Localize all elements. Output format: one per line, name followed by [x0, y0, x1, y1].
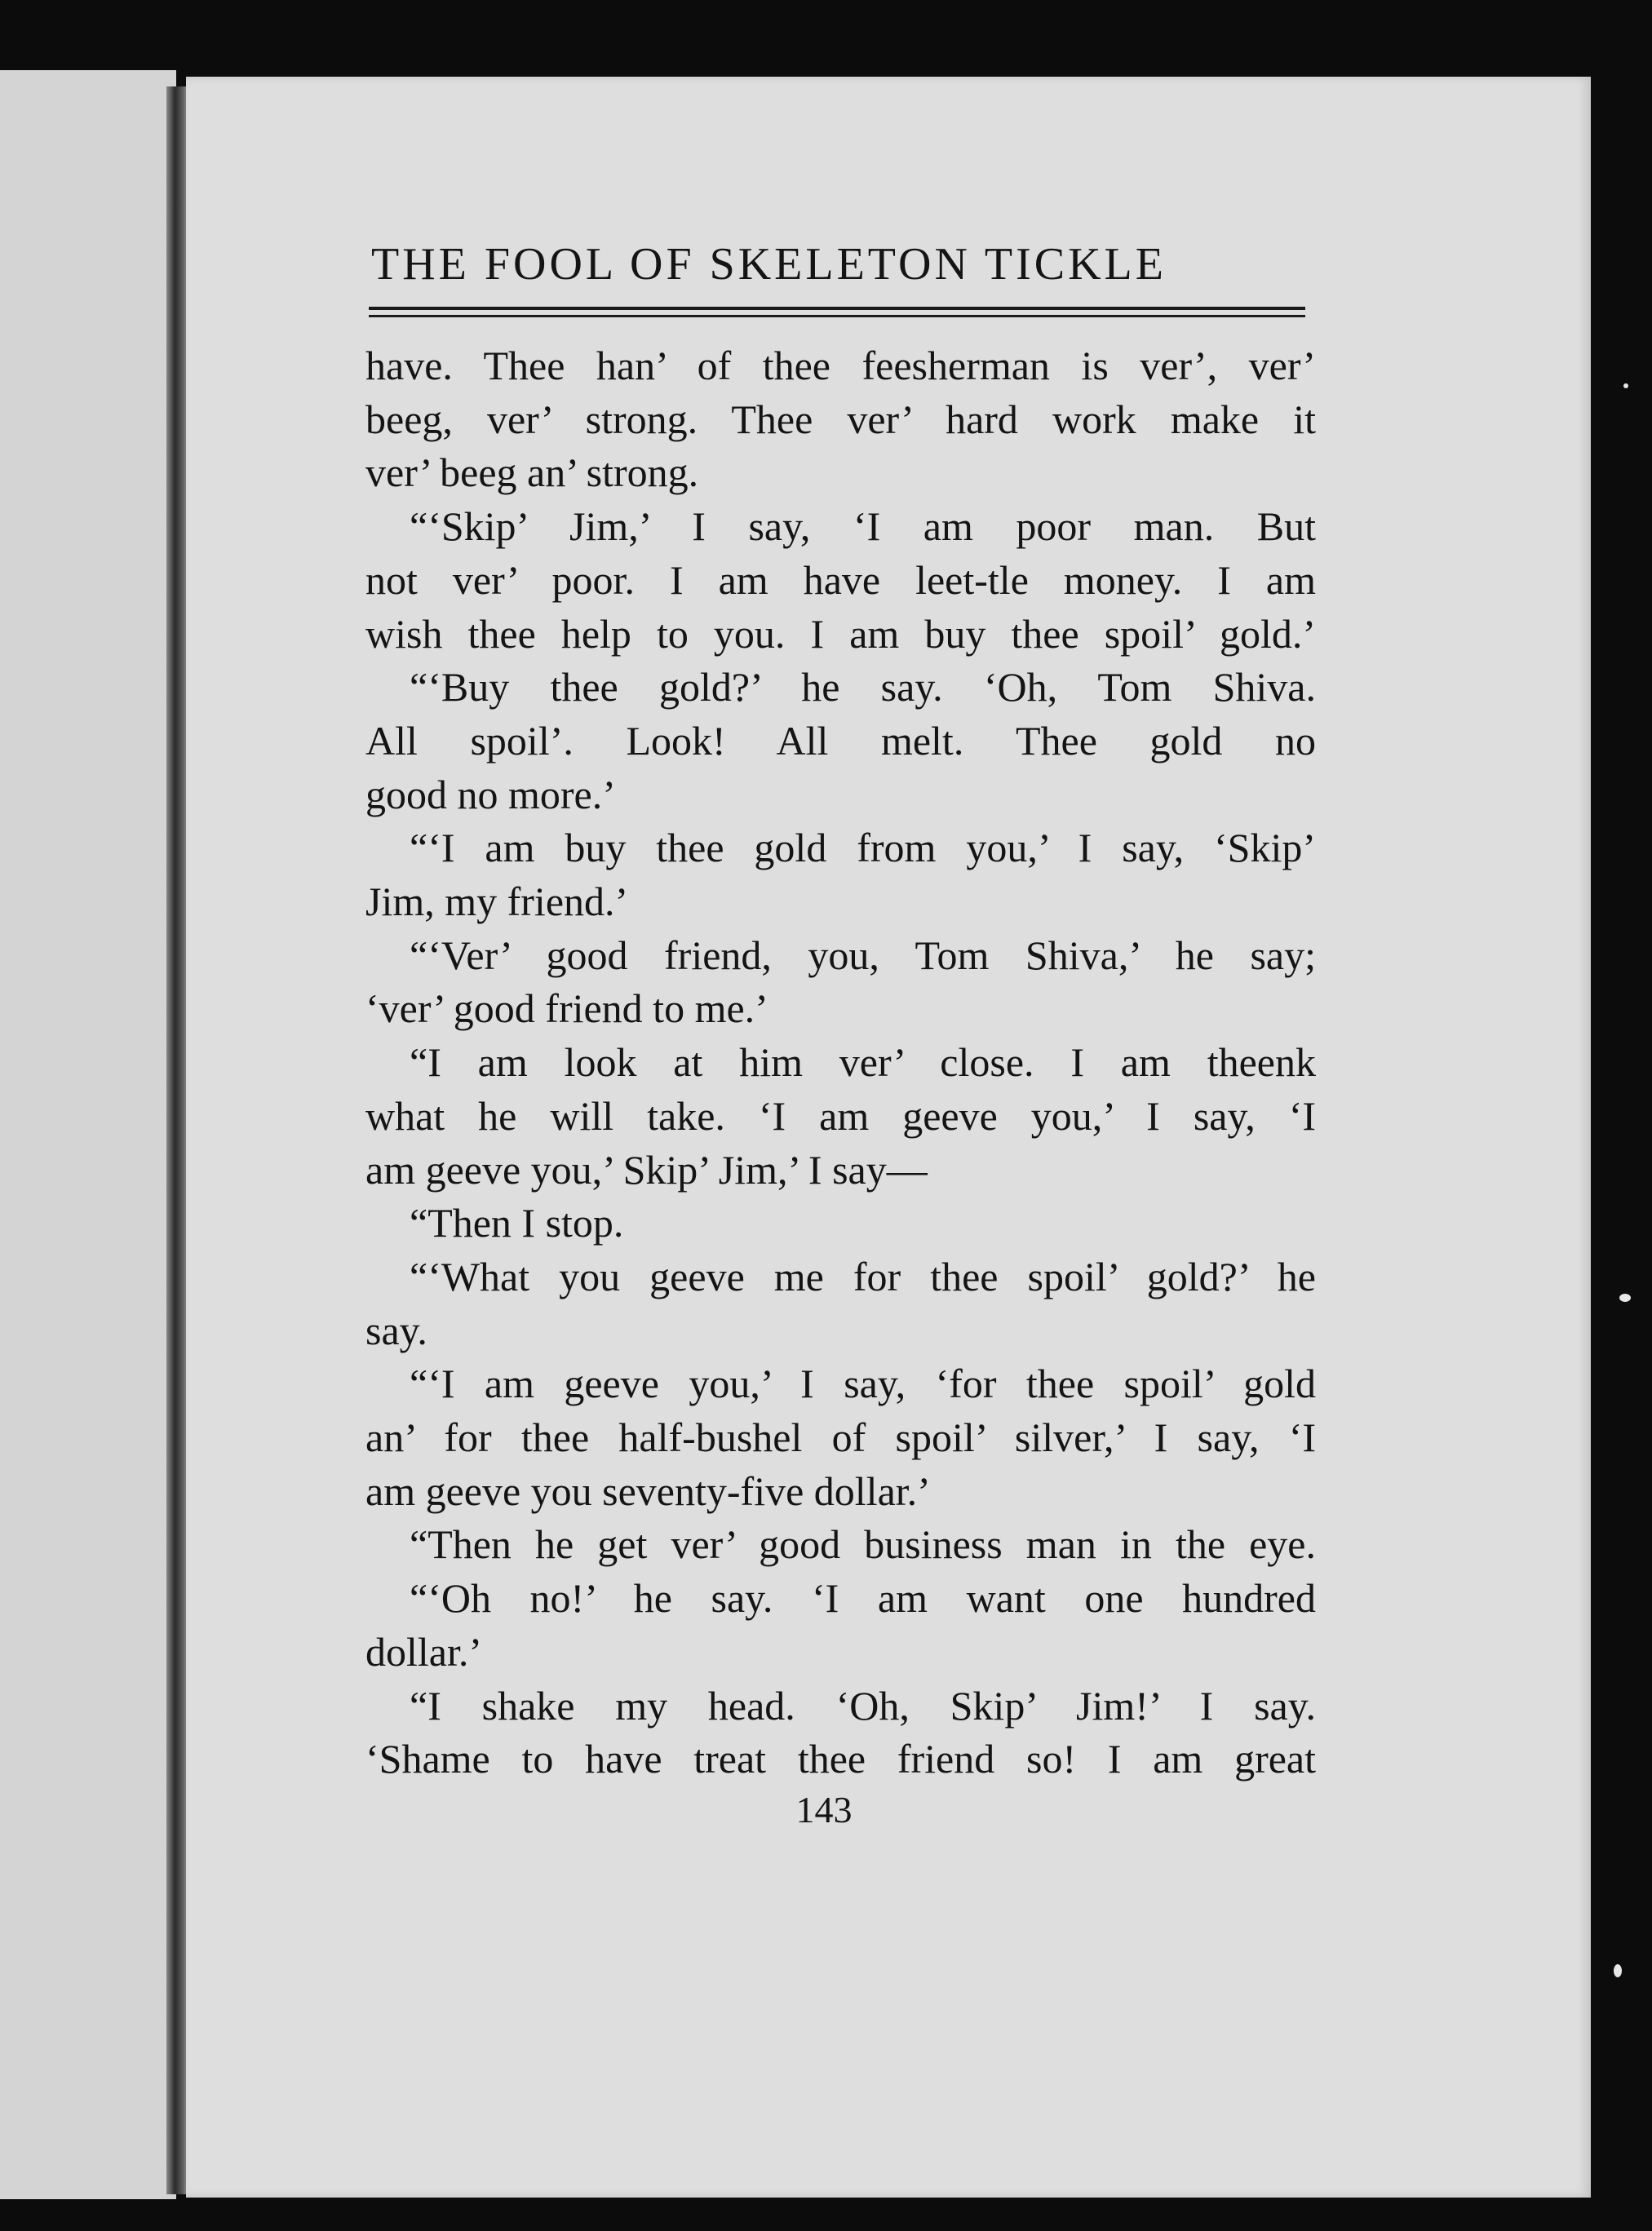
scan-speck — [1614, 1964, 1622, 1977]
text-line: “‘Oh no!’ he say. ‘I am want one hundred — [410, 1575, 1316, 1622]
scan-speck — [1623, 383, 1628, 388]
text-line: All spoil’. Look! All melt. Thee gold no — [365, 717, 1316, 764]
text-line: ‘ver’ good friend to me.’ — [365, 985, 768, 1032]
text-line: wish thee help to you. I am buy thee spoil’ gold.’ — [365, 610, 1316, 657]
text-line: “‘Ver’ good friend, you, Tom Shiva,’ he say; — [410, 932, 1316, 978]
running-header: THE FOOL OF SKELETON TICKLE — [371, 239, 1167, 290]
header-rule-top — [369, 307, 1305, 310]
text-line: “Then I stop. — [410, 1200, 624, 1246]
left-page-edge — [0, 70, 176, 2199]
text-line: “‘I am geeve you,’ I say, ‘for thee spoil’ gold — [410, 1361, 1316, 1407]
text-line: not ver’ poor. I am have leet-tle money. I am — [365, 556, 1316, 603]
text-line: “‘Buy thee gold?’ he say. ‘Oh, Tom Shiva. — [410, 664, 1316, 710]
text-line: “I am look at him ver’ close. I am theenk — [410, 1039, 1316, 1086]
text-line: beeg, ver’ strong. Thee ver’ hard work make it — [365, 396, 1316, 442]
text-line: say. — [365, 1307, 427, 1353]
text-line: “I shake my head. ‘Oh, Skip’ Jim!’ I say. — [410, 1682, 1316, 1729]
text-line: an’ for thee half-bushel of spoil’ silver,’ I say, ‘I — [365, 1414, 1316, 1461]
text-line: what he will take. ‘I am geeve you,’ I say, ‘I — [365, 1092, 1316, 1139]
header-rule-bottom — [369, 315, 1305, 317]
text-line: am geeve you seventy-five dollar.’ — [365, 1467, 931, 1514]
text-line: “‘What you geeve me for thee spoil’ gold?’ he — [410, 1253, 1316, 1299]
text-line: “Then he get ver’ good business man in the eye. — [410, 1521, 1316, 1568]
page-number: 143 — [795, 1789, 853, 1830]
text-line: ‘Shame to have treat thee friend so! I am great — [365, 1736, 1316, 1782]
text-line: Jim, my friend.’ — [365, 879, 629, 925]
page-body-text — [365, 339, 1316, 1786]
scan-speck — [1619, 1294, 1631, 1302]
text-line: dollar.’ — [365, 1628, 483, 1675]
text-line: ver’ beeg an’ strong. — [365, 449, 699, 496]
text-line: “‘I am buy thee gold from you,’ I say, ‘Skip’ — [410, 825, 1316, 871]
text-line: am geeve you,’ Skip’ Jim,’ I say— — [365, 1146, 928, 1193]
text-line: good no more.’ — [365, 771, 616, 817]
text-line: “‘Skip’ Jim,’ I say, ‘I am poor man. But — [410, 503, 1316, 550]
text-line: have. Thee han’ of thee feesherman is ver’, ver’ — [365, 343, 1316, 388]
